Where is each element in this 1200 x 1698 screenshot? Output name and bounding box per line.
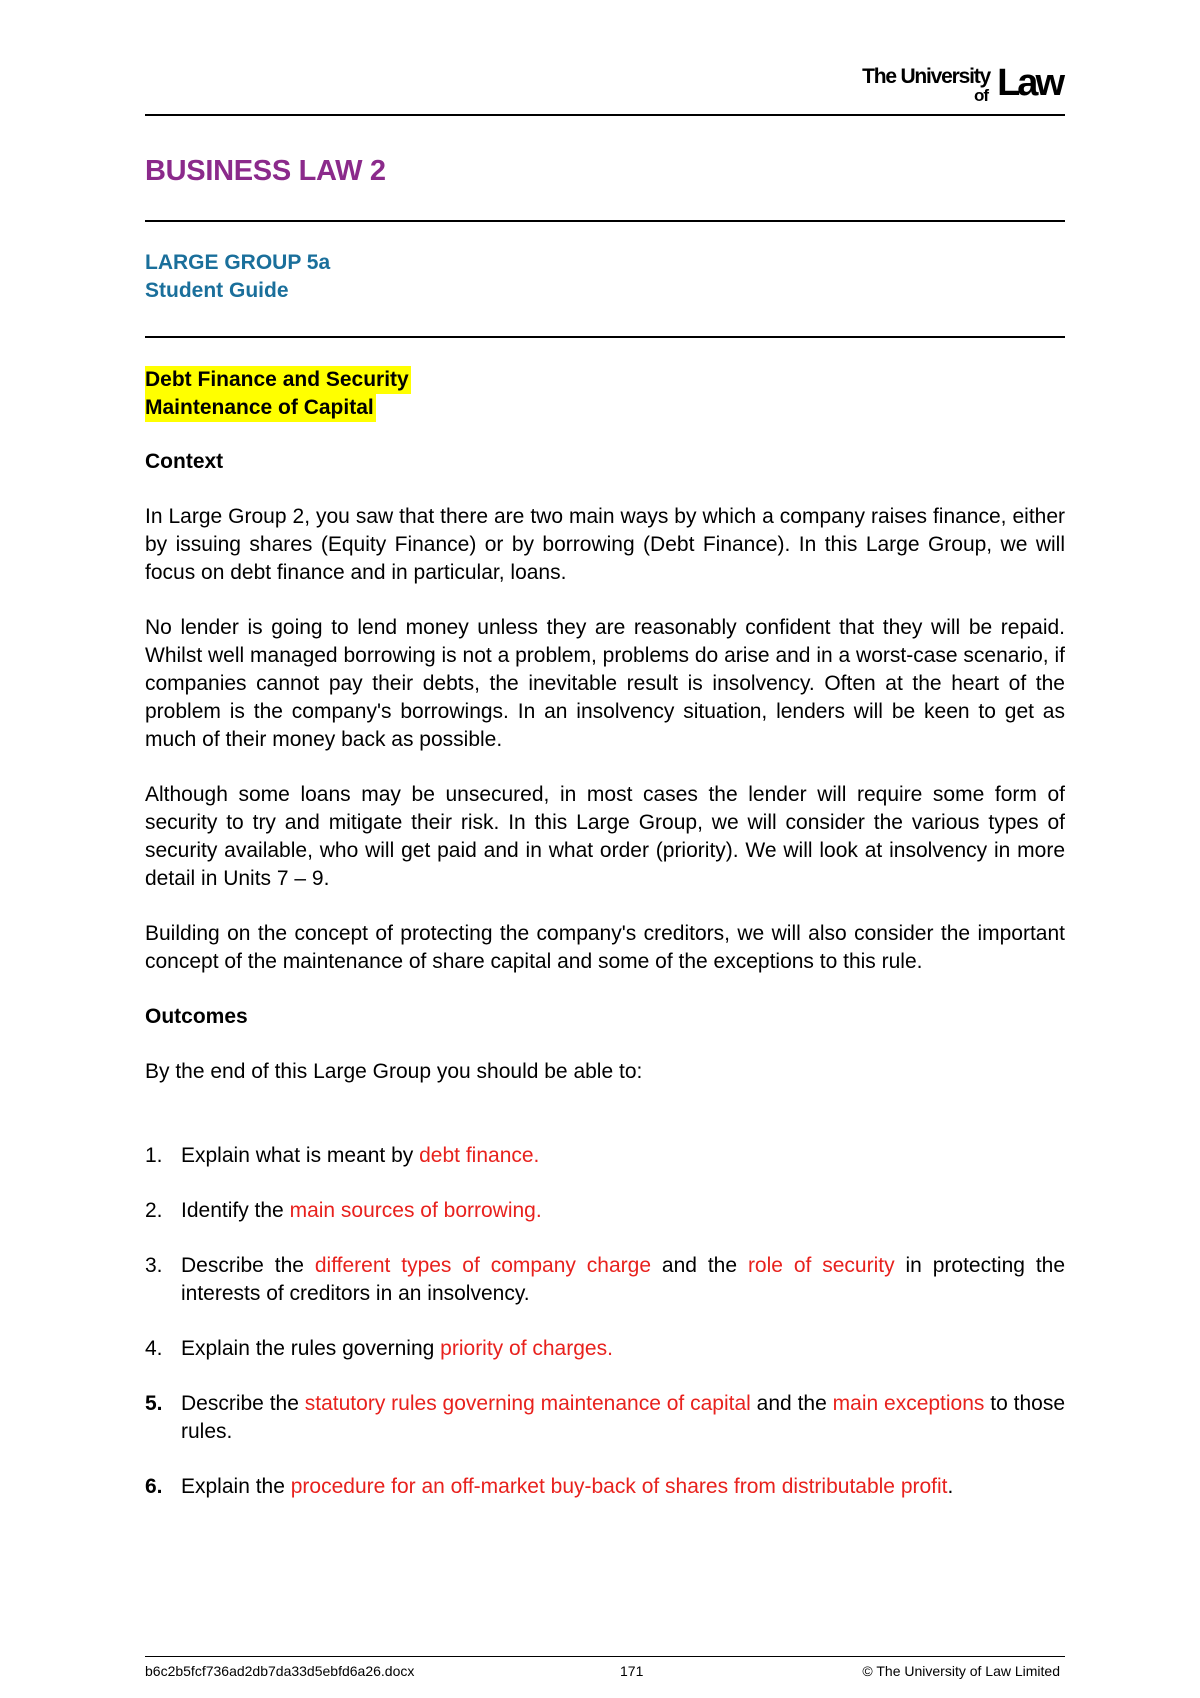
outcome-text: and the <box>750 1392 833 1415</box>
large-group-label: LARGE GROUP 5a <box>145 251 331 274</box>
context-paragraph: Building on the concept of protecting the company's creditors, we will also consider the important concept of the maintenance of share capital and some of the exceptions to this rule. <box>145 922 1065 973</box>
outcome-item <box>145 1142 1065 1170</box>
logo-line-3: Law <box>997 62 1062 104</box>
topic-highlight: Maintenance of Capital <box>145 394 376 422</box>
outcome-number: 4. <box>145 1337 163 1360</box>
outcome-text: Identify the <box>181 1199 290 1222</box>
title-divider <box>145 220 1065 222</box>
outcome-number: 2. <box>145 1199 163 1222</box>
outcome-text: Explain the rules governing <box>181 1337 441 1360</box>
outcome-item <box>145 1335 1065 1363</box>
outcome-keyword: statutory rules governing maintenance of capital <box>304 1392 751 1415</box>
outcome-item <box>145 1390 1065 1446</box>
outcome-keyword: main exceptions <box>832 1392 985 1415</box>
outcome-keyword: debt finance. <box>419 1144 540 1167</box>
document-filename: b6c2b5fcf736ad2db7da33d5ebfd6a26.docx <box>145 1663 415 1679</box>
outcome-keyword: different types of company charge <box>314 1254 652 1277</box>
subtitle-divider <box>145 336 1065 338</box>
outcome-text: Explain what is meant by <box>181 1144 420 1167</box>
context-paragraph: Although some loans may be unsecured, in most cases the lender will require some form of security to try and mitigate their risk. In this Large Group, we will consider the various types of security available, who will get paid and in what order (priority). We will look at insolvency in more detail in Units 7 – 9. <box>145 783 1065 890</box>
outcome-item <box>145 1473 1065 1501</box>
outcome-keyword: main sources of borrowing. <box>289 1199 542 1222</box>
page-number: 171 <box>620 1663 644 1679</box>
outcome-keyword: procedure for an off-market buy-back of shares from distributable profit <box>290 1475 948 1498</box>
topic-highlight: Debt Finance and Security <box>145 366 411 394</box>
university-logo <box>858 58 1062 106</box>
outcome-text: in protecting the interests of creditors in an insolvency. <box>181 1254 1066 1305</box>
footer-divider <box>145 1656 1065 1657</box>
outcome-text: and the <box>651 1254 748 1277</box>
context-heading: Context <box>145 450 224 473</box>
outcome-text: to those rules. <box>181 1392 1066 1443</box>
outcome-keyword: role of security <box>747 1254 895 1277</box>
outcome-text: . <box>947 1475 954 1498</box>
context-paragraph: In Large Group 2, you saw that there are two main ways by which a company raises finance, either by issuing shares (Equity Finance) or by borrowing (Debt Finance). In this Large Group, we will focus on debt finance and in particular, loans. <box>145 505 1065 584</box>
outcome-number: 6. <box>145 1475 163 1498</box>
outcome-item <box>145 1197 1065 1225</box>
outcome-keyword: priority of charges. <box>440 1337 613 1360</box>
outcome-text: Describe the <box>181 1392 305 1415</box>
outcome-item <box>145 1252 1065 1308</box>
copyright-notice: © The University of Law Limited <box>862 1663 1060 1679</box>
student-guide-label: Student Guide <box>145 279 289 302</box>
header-divider <box>145 114 1065 116</box>
outcome-number: 5. <box>145 1392 163 1415</box>
outcome-text: Explain the <box>181 1475 291 1498</box>
logo-line-2: of <box>973 86 988 105</box>
document-title: BUSINESS LAW 2 <box>145 155 386 187</box>
outcome-text: Describe the <box>181 1254 315 1277</box>
document-body <box>145 448 1065 1528</box>
context-paragraph: No lender is going to lend money unless they are reasonably confident that they will be repaid. Whilst well managed borrowing is not a problem, problems do arise and in a worst-case scenario, if companies cannot pay their debts, the inevitable result is insolvency. Often at the heart of the problem is the company's borrowings. In an insolvency situation, lenders will be keen to get as much of their money back as possible. <box>145 616 1065 751</box>
topics-block <box>145 366 411 422</box>
outcome-number: 3. <box>145 1254 163 1277</box>
outcomes-intro: By the end of this Large Group you should be able to: <box>145 1060 643 1083</box>
outcome-number: 1. <box>145 1144 163 1167</box>
outcomes-list <box>145 1142 1065 1501</box>
outcomes-heading: Outcomes <box>145 1005 248 1028</box>
logo-line-1: The University <box>862 65 990 88</box>
